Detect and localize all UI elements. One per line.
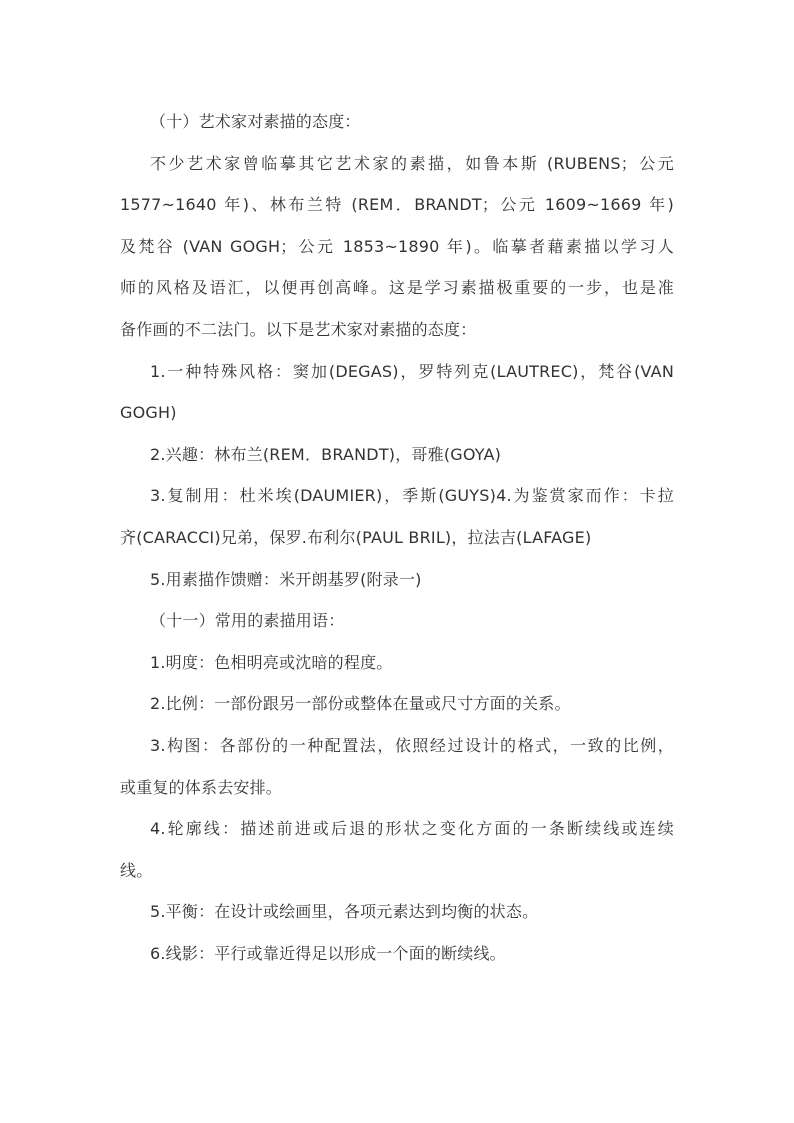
section-heading-11: （十一）常用的素描用语： bbox=[150, 611, 345, 631]
paragraph-line-3: 及梵谷 (VAN GOGH；公元 1853~1890 年)。临摹者藉素描以学习人 bbox=[120, 236, 674, 256]
list-item-2: 2.兴趣：林布兰(REM．BRANDT)，哥雅(GOYA) bbox=[150, 444, 502, 464]
term-item-1: 1.明度：色相明亮或沈暗的程度。 bbox=[150, 652, 393, 672]
term-item-3-line-1: 3.构图：各部份的一种配置法，依照经过设计的格式，一致的比例， bbox=[150, 735, 674, 755]
term-item-5: 5.平衡：在设计或绘画里，各项元素达到均衡的状态。 bbox=[150, 902, 539, 922]
paragraph-line-1: 不少艺术家曾临摹其它艺术家的素描，如鲁本斯 (RUBENS；公元 bbox=[150, 153, 674, 173]
term-item-4-line-2: 线。 bbox=[120, 860, 153, 880]
term-item-3-line-2: 或重复的体系去安排。 bbox=[120, 777, 283, 797]
list-item-3-line-1: 3.复制用：杜米埃(DAUMIER)，季斯(GUYS)4.为鉴赏家而作：卡拉 bbox=[150, 486, 674, 506]
term-item-6: 6.线影：平行或靠近得足以形成一个面的断续线。 bbox=[150, 943, 506, 963]
list-item-3-line-2: 齐(CARACCI)兄弟，保罗.布利尔(PAUL BRIL)，拉法吉(LAFAGE) bbox=[120, 527, 592, 547]
document-page bbox=[120, 101, 674, 974]
list-item-1-line-2: GOGH) bbox=[120, 403, 177, 423]
section-heading-10: （十）艺术家对素描的态度： bbox=[150, 112, 361, 131]
term-item-2: 2.比例：一部份跟另一部份或整体在量或尺寸方面的关系。 bbox=[150, 694, 571, 714]
paragraph-line-4: 师的风格及语汇，以便再创高峰。这是学习素描极重要的一步，也是准 bbox=[120, 278, 674, 298]
term-item-4-line-1: 4.轮廓线：描述前进或后退的形状之变化方面的一条断续线或连续 bbox=[150, 819, 674, 839]
paragraph-line-2: 1577~1640 年)、林布兰特 (REM．BRANDT；公元 1609~1669 年) bbox=[120, 195, 674, 215]
paragraph-line-5: 备作画的不二法门。以下是艺术家对素描的态度： bbox=[120, 319, 477, 339]
list-item-5: 5.用素描作馈赠：米开朗基罗(附录一) bbox=[150, 569, 422, 589]
list-item-1-line-1: 1.一种特殊风格：窦加(DEGAS)，罗特列克(LAUTREC)，梵谷(VAN bbox=[150, 361, 674, 381]
